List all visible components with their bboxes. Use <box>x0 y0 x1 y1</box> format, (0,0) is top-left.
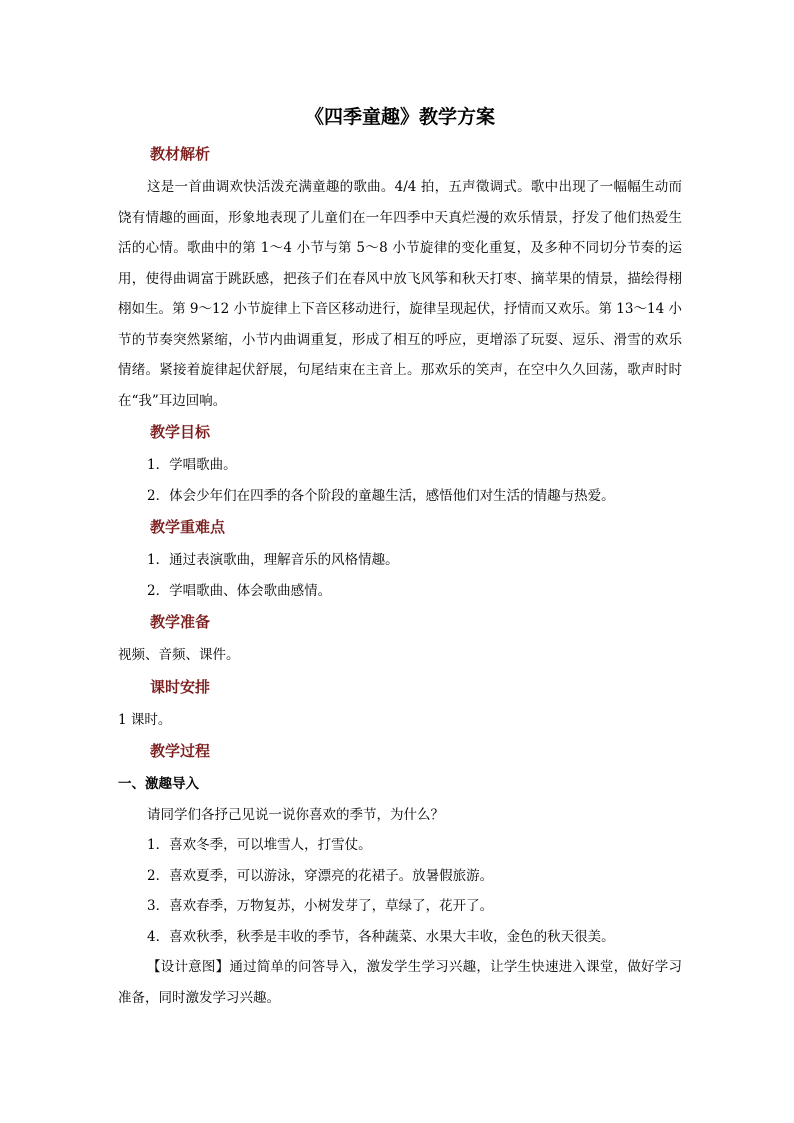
section-heading-objectives: 教学目标 <box>150 423 211 441</box>
section-heading-preparation: 教学准备 <box>150 613 211 631</box>
document-title: 《四季童趣》教学方案 <box>304 106 495 128</box>
section-heading-process: 教学过程 <box>150 742 211 760</box>
process-prompt: 请同学们各抒己见说一说你喜欢的季节，为什么？ <box>147 806 444 823</box>
design-note: 【设计意图】通过简单的问答导入，激发学生学习兴趣，让学生快速进入课堂，做好学习准备，同时激发学习兴趣。 <box>118 959 682 1006</box>
section-heading-schedule: 课时安排 <box>150 677 211 696</box>
preparation-text: 视频、音频、课件。 <box>118 647 240 663</box>
process-item: 3．喜欢春季，万物复苏，小树发芽了，草绿了，花开了。 <box>147 898 494 914</box>
key-point-item: 2．学唱歌曲、体会歌曲感情。 <box>147 582 332 599</box>
process-item: 4．喜欢秋季，秋季是丰收的季节，各种蔬菜、水果大丰收，金色的秋天很美。 <box>147 928 615 945</box>
document-content <box>118 100 682 1013</box>
objective-item: 2．体会少年们在四季的各个阶段的童趣生活，感悟他们对生活的情趣与热爱。 <box>147 487 615 504</box>
section-heading-key-points: 教学重难点 <box>150 518 226 536</box>
schedule-text: 1 课时。 <box>118 711 172 728</box>
section-heading-analysis: 教材解析 <box>150 145 211 163</box>
process-item: 1．喜欢冬季，可以堆雪人，打雪仗。 <box>147 837 372 853</box>
key-point-item: 1．通过表演歌曲，理解音乐的风格情趣。 <box>147 552 399 568</box>
analysis-paragraph: 这是一首曲调欢快活泼充满童趣的歌曲。4/4 拍，五声徵调式。歌中出现了一幅幅生动而饶有情趣的画面，形象地表现了儿童们在一年四季中天真烂漫的欢乐情景，抒发了他们热爱生活的心情。歌曲中的第 1～4 小节与第 5～8 小节旋律的变化重复，及多种不同切分节奏的运用，使得曲调富于跳跃感，把孩子们在春风中放飞风筝和秋天打枣、摘苹果的情景，描绘得栩栩如生。第 9～12 小节旋律上下音区移动进行，旋律呈现起伏，抒情而又欢乐。第 13～14 小节的节奏突然紧缩，小节内曲调重复，形成了相互的呼应，更增添了玩耍、逗乐、滑雪的欢乐情绪。紧接着旋律起伏舒展，句尾结束在主音上。那欢乐的笑声，在空中久久回荡，歌声时时在“我”耳边回响。 <box>118 179 682 409</box>
process-step-heading: 一、激趣导入 <box>118 776 199 792</box>
process-item: 2．喜欢夏季，可以游泳，穿漂亮的花裙子。放暑假旅游。 <box>147 867 494 884</box>
objective-item: 1．学唱歌曲。 <box>147 457 237 473</box>
